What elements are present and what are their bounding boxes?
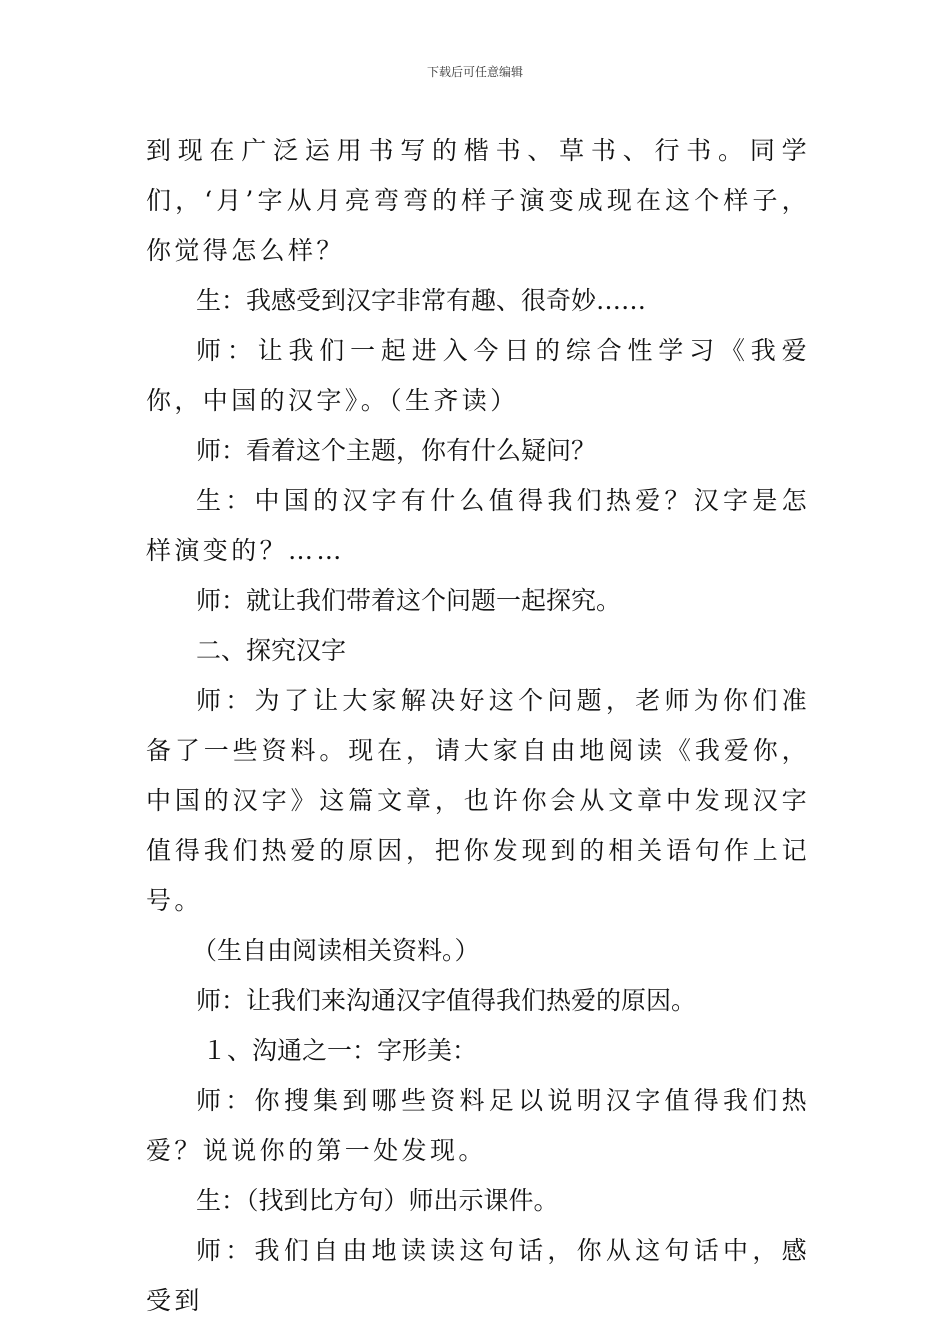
paragraph-6: 师：就让我们带着这个问题一起探究。 [196, 586, 622, 615]
paragraph-5: 生：中国的汉字有什么值得我们热爱？汉字是怎样演变的？…… [146, 486, 810, 565]
paragraph-2: 生：我感受到汉字非常有趣、很奇妙…… [196, 286, 647, 315]
paragraph-7: 师：为了让大家解决好这个问题，老师为你们准备了一些资料。现在，请大家自由地阅读《我爱你，中国的汉字》这篇文章，也许你会从文章中发现汉字值得我们热爱的原因，把你发现到的相关语句作上记号。 [146, 686, 810, 915]
paragraph-10: 师：你搜集到哪些资料足以说明汉字值得我们热爱？说说你的第一处发现。 [146, 1086, 810, 1165]
paragraph-12: 师：我们自由地读读这句话，你从这句话中，感受到 [146, 1236, 810, 1315]
page-header-note: 下载后可任意编辑 [426, 65, 523, 79]
paragraph-1: 到现在广泛运用书写的楷书、草书、行书。同学们，‘月’字从月亮弯弯的样子演变成现在这个样子，你觉得怎么样？ [146, 136, 810, 265]
subsection-heading: １、沟通之一：字形美： [202, 1036, 478, 1065]
document-body [146, 126, 810, 1326]
paragraph-4: 师：看着这个主题，你有什么疑问？ [196, 436, 597, 465]
paragraph-8: （生自由阅读相关资料。） [192, 936, 480, 965]
paragraph-3: 师：让我们一起进入今日的综合性学习《我爱你，中国的汉字》。（生齐读） [146, 336, 810, 415]
section-heading: 二、探究汉字 [196, 636, 347, 665]
paragraph-11: 生：（找到比方句）师出示课件。 [196, 1186, 559, 1215]
paragraph-9: 师：让我们来沟通汉字值得我们热爱的原因。 [196, 986, 697, 1015]
